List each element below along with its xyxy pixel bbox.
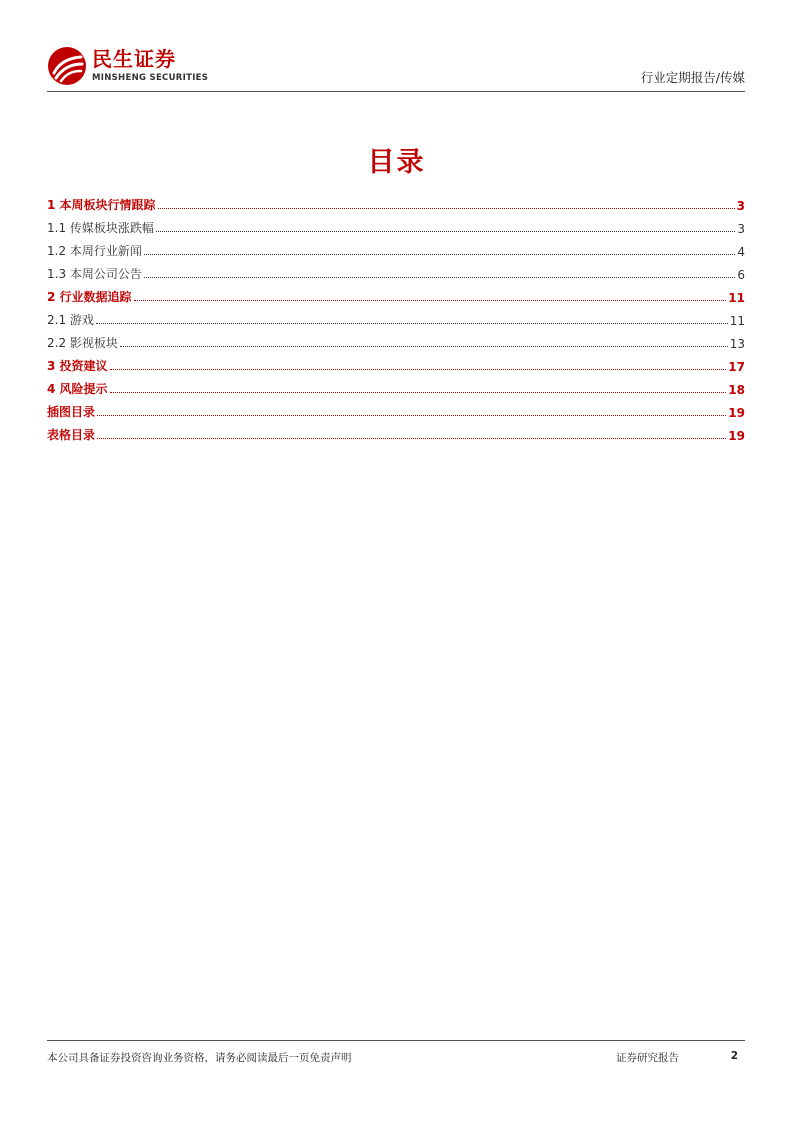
toc-entry-page: 19 (728, 429, 745, 443)
page-header (47, 40, 745, 92)
toc-entry-page: 19 (728, 406, 745, 420)
report-type: 行业定期报告/传媒 (640, 70, 745, 85)
toc-entry-page: 4 (737, 245, 745, 259)
toc-entry[interactable] (47, 351, 745, 374)
footer-disclaimer: 本公司具备证券投资咨询业务资格，请务必阅读最后一页免责声明 (47, 1052, 352, 1064)
toc-entry-label: 2 行业数据追踪 (47, 290, 132, 304)
toc-entry[interactable] (47, 236, 745, 259)
toc-entry-page: 3 (737, 222, 745, 236)
toc-entry-page: 11 (729, 314, 745, 328)
company-logo (47, 46, 208, 86)
toc-title: 目录 (367, 147, 426, 178)
toc-entry[interactable] (47, 213, 745, 236)
toc-entry-page: 3 (736, 199, 745, 213)
toc-entry-page: 18 (728, 383, 745, 397)
toc-entry-label: 2.2 影视板块 (47, 336, 118, 350)
table-of-contents (47, 190, 745, 443)
toc-entry-label: 1.3 本周公司公告 (47, 267, 142, 281)
toc-leader-dots (110, 369, 727, 370)
toc-entry-label: 3 投资建议 (47, 359, 108, 373)
logo-english-name: MINSHENG SECURITIES (92, 73, 209, 83)
logo-chinese-name: 民生证券 (92, 47, 176, 71)
toc-entry-page: 11 (728, 291, 745, 305)
toc-entry[interactable] (47, 305, 745, 328)
toc-entry-page: 13 (729, 337, 745, 351)
toc-entry-label: 1 本周板块行情跟踪 (47, 198, 156, 212)
footer-doc-type: 证券研究报告 (616, 1052, 679, 1064)
minsheng-logo-icon (47, 46, 87, 86)
toc-leader-dots (144, 277, 735, 278)
toc-entry-page: 6 (737, 268, 745, 282)
toc-entry-label: 插图目录 (47, 405, 96, 419)
toc-entry-label: 2.1 游戏 (47, 313, 94, 327)
toc-leader-dots (120, 346, 728, 347)
toc-leader-dots (134, 300, 727, 301)
toc-entry[interactable] (47, 374, 745, 397)
toc-leader-dots (144, 254, 735, 255)
toc-entry-label: 1.2 本周行业新闻 (47, 244, 142, 258)
toc-leader-dots (110, 392, 727, 393)
toc-entry-page: 17 (728, 360, 745, 374)
toc-entry[interactable] (47, 420, 745, 443)
toc-entry[interactable] (47, 328, 745, 351)
header-divider (47, 91, 745, 92)
toc-leader-dots (156, 231, 735, 232)
toc-leader-dots (97, 415, 726, 416)
toc-entry-label: 1.1 传媒板块涨跌幅 (47, 221, 154, 235)
toc-leader-dots (97, 438, 726, 439)
toc-entry[interactable] (47, 282, 745, 305)
toc-entry[interactable] (47, 190, 745, 213)
toc-leader-dots (96, 323, 728, 324)
toc-entry-label: 4 风险提示 (47, 382, 108, 396)
toc-leader-dots (158, 208, 735, 209)
toc-entry[interactable] (47, 397, 745, 420)
toc-entry[interactable] (47, 259, 745, 282)
toc-entry-label: 表格目录 (47, 428, 96, 442)
footer-page-number: 2 (730, 1050, 738, 1062)
footer-divider (47, 1040, 745, 1041)
